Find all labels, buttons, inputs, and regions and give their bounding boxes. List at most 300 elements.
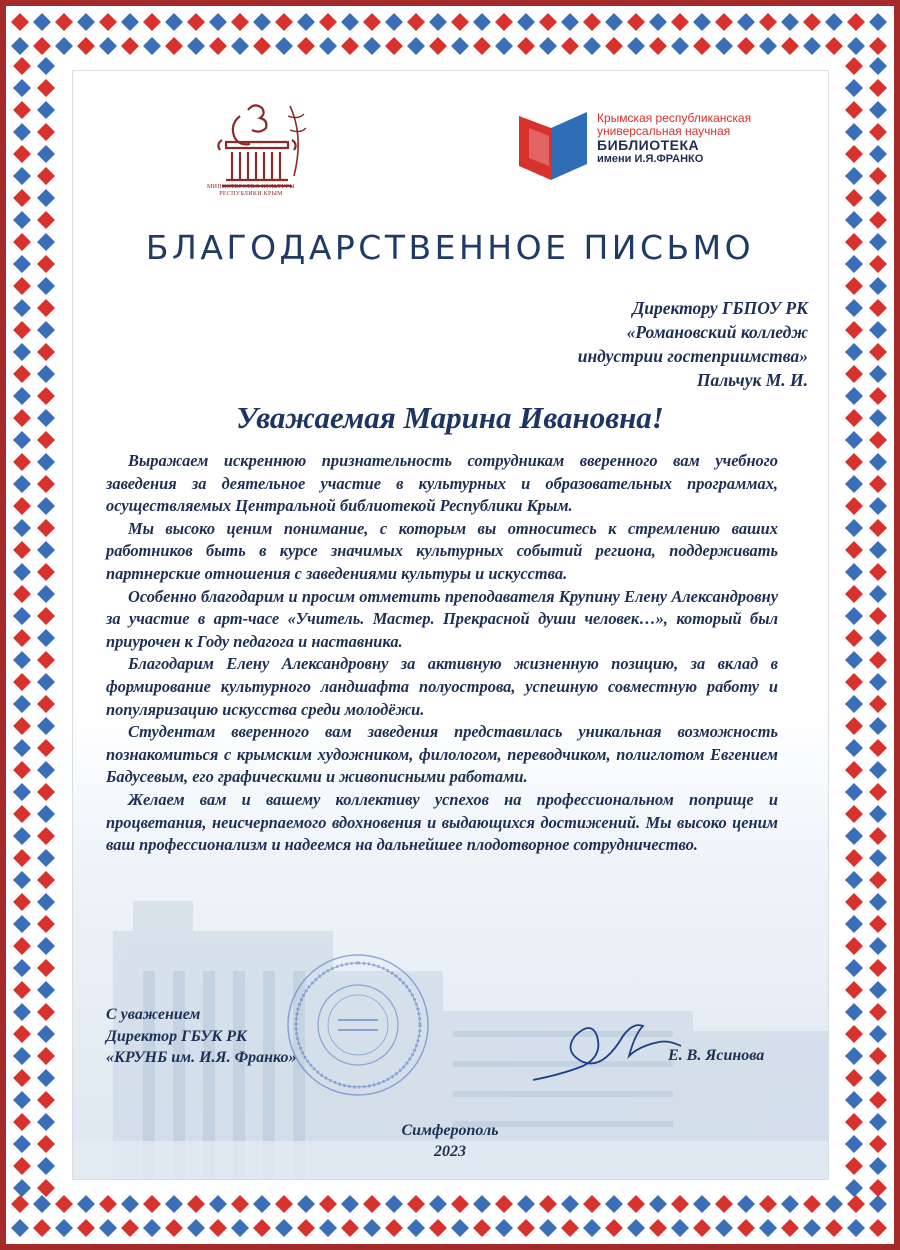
ornament-diamond: [385, 37, 403, 55]
ornament-diamond: [869, 57, 887, 75]
ornament-diamond: [231, 1219, 249, 1237]
ornament-diamond: [869, 717, 887, 735]
ornament-diamond: [845, 57, 863, 75]
addressee-line: индустрии гостеприимства»: [577, 346, 808, 366]
ornament-diamond: [13, 827, 31, 845]
ornament-diamond: [363, 1195, 381, 1213]
ornament-diamond: [13, 871, 31, 889]
ornament-diamond: [99, 1195, 117, 1213]
ornament-diamond: [209, 13, 227, 31]
ornament-diamond: [847, 1219, 865, 1237]
ornament-diamond: [451, 1195, 469, 1213]
ornament-diamond: [37, 937, 55, 955]
ornament-diamond: [363, 1219, 381, 1237]
ornament-diamond: [13, 1091, 31, 1109]
ornament-diamond: [869, 607, 887, 625]
ornament-diamond: [495, 37, 513, 55]
ornament-diamond: [715, 13, 733, 31]
ornament-diamond: [37, 1179, 55, 1197]
city-name: Симферополь: [401, 1122, 499, 1139]
ornament-diamond: [341, 13, 359, 31]
ornament-diamond: [37, 277, 55, 295]
ornament-diamond: [845, 805, 863, 823]
ornament-diamond: [845, 1069, 863, 1087]
ornament-diamond: [319, 37, 337, 55]
ornament-diamond: [845, 915, 863, 933]
ornament-diamond: [13, 717, 31, 735]
ornament-diamond: [319, 13, 337, 31]
ornament-diamond: [37, 585, 55, 603]
ornament-diamond: [539, 13, 557, 31]
ornament-diamond: [869, 871, 887, 889]
ornament-diamond: [845, 167, 863, 185]
ornament-diamond: [13, 959, 31, 977]
year: 2023: [434, 1143, 466, 1160]
ornament-diamond: [37, 145, 55, 163]
ornament-diamond: [869, 1219, 887, 1237]
ornament-diamond: [847, 37, 865, 55]
ornament-diamond: [869, 761, 887, 779]
ornament-diamond: [37, 189, 55, 207]
ornament-diamond: [13, 57, 31, 75]
ornament-diamond: [37, 475, 55, 493]
ornament-diamond: [99, 1219, 117, 1237]
ornament-diamond: [275, 1219, 293, 1237]
ornament-diamond: [407, 13, 425, 31]
ornament-diamond: [13, 519, 31, 537]
ornament-diamond: [495, 13, 513, 31]
ornament-diamond: [143, 1195, 161, 1213]
ornament-diamond: [37, 783, 55, 801]
ornament-diamond: [33, 1219, 51, 1237]
library-name-line: имени И.Я.ФРАНКО: [597, 153, 704, 165]
ornament-diamond: [781, 37, 799, 55]
greeting: Уважаемая Марина Ивановна!: [236, 400, 664, 435]
ornament-diamond: [13, 761, 31, 779]
ornament-diamond: [209, 1219, 227, 1237]
ornament-diamond: [845, 1179, 863, 1197]
ornament-diamond: [847, 13, 865, 31]
ornament-diamond: [55, 1219, 73, 1237]
ornament-diamond: [13, 101, 31, 119]
ornament-diamond: [209, 37, 227, 55]
ornament-diamond: [55, 37, 73, 55]
ornament-diamond: [37, 849, 55, 867]
ornament-diamond: [627, 1195, 645, 1213]
ornament-diamond: [671, 1219, 689, 1237]
ornament-diamond: [13, 629, 31, 647]
ornament-diamond: [825, 1219, 843, 1237]
ornament-diamond: [13, 651, 31, 669]
ornament-diamond: [539, 1219, 557, 1237]
ornament-diamond: [37, 79, 55, 97]
ornament-diamond: [605, 37, 623, 55]
ornament-diamond: [341, 37, 359, 55]
ornament-diamond: [13, 1025, 31, 1043]
ornament-diamond: [627, 13, 645, 31]
signature-line: Директор ГБУК РК: [106, 1027, 247, 1045]
ornament-diamond: [737, 1195, 755, 1213]
ornament-diamond: [165, 13, 183, 31]
ornament-diamond: [407, 37, 425, 55]
ornament-diamond: [37, 1091, 55, 1109]
ornament-diamond: [869, 695, 887, 713]
ornament-diamond: [37, 651, 55, 669]
ornament-diamond: [845, 211, 863, 229]
ornament-diamond: [297, 37, 315, 55]
ornament-diamond: [11, 1195, 29, 1213]
ornament-diamond: [845, 563, 863, 581]
ornament-diamond: [693, 37, 711, 55]
ornament-diamond: [845, 695, 863, 713]
ornament-diamond: [37, 1047, 55, 1065]
ornament-diamond: [37, 739, 55, 757]
ornament-diamond: [143, 37, 161, 55]
ornament-diamond: [869, 167, 887, 185]
ornament-diamond: [845, 79, 863, 97]
ornament-diamond: [37, 981, 55, 999]
ornament-diamond: [845, 541, 863, 559]
ornament-diamond: [165, 1195, 183, 1213]
ornament-diamond: [671, 37, 689, 55]
addressee-line: Пальчук М. И.: [696, 370, 808, 390]
library-name-line: БИБЛИОТЕКА: [597, 137, 700, 153]
ornament-diamond: [539, 1195, 557, 1213]
ornament-diamond: [37, 893, 55, 911]
ornament-diamond: [517, 13, 535, 31]
ornament-diamond: [13, 189, 31, 207]
ornament-diamond: [187, 37, 205, 55]
ornament-diamond: [845, 827, 863, 845]
ornament-diamond: [11, 13, 29, 31]
ornament-diamond: [77, 1195, 95, 1213]
ornament-diamond: [825, 37, 843, 55]
ministry-caption: [196, 184, 306, 198]
ornament-diamond: [759, 1219, 777, 1237]
ornament-diamond: [845, 607, 863, 625]
ornament-diamond: [37, 321, 55, 339]
ornament-diamond: [869, 563, 887, 581]
ornament-diamond: [583, 1195, 601, 1213]
ornament-diamond: [77, 1219, 95, 1237]
ornament-diamond: [781, 13, 799, 31]
ornament-diamond: [869, 497, 887, 515]
ornament-diamond: [13, 981, 31, 999]
ornament-diamond: [37, 1025, 55, 1043]
ornament-diamond: [231, 1195, 249, 1213]
ornament-diamond: [13, 365, 31, 383]
ornament-diamond: [869, 1091, 887, 1109]
ornament-diamond: [13, 497, 31, 515]
ornament-diamond: [539, 37, 557, 55]
ornament-diamond: [13, 915, 31, 933]
ornament-diamond: [869, 629, 887, 647]
ornament-diamond: [37, 1003, 55, 1021]
ornament-diamond: [121, 13, 139, 31]
ornament-diamond: [561, 1195, 579, 1213]
ornament-diamond: [231, 13, 249, 31]
ornament-diamond: [845, 893, 863, 911]
ornament-diamond: [37, 959, 55, 977]
ornament-diamond: [845, 277, 863, 295]
ornament-diamond: [165, 37, 183, 55]
ornament-diamond: [869, 453, 887, 471]
addressee-line: «Романовский колледж: [626, 322, 808, 342]
ornament-diamond: [845, 189, 863, 207]
ornament-diamond: [253, 13, 271, 31]
ornament-diamond: [561, 37, 579, 55]
library-name: [597, 112, 751, 166]
ornament-diamond: [13, 695, 31, 713]
ornament-diamond: [143, 13, 161, 31]
ornament-diamond: [803, 37, 821, 55]
body-paragraph: Студентам вверенного вам заведения представилась уникальная возможность познакомиться с крымским художником, филологом, переводчиком, полиглотом Евгением Бадусевым, его графическими и живописными работами.: [106, 722, 778, 787]
ornament-diamond: [13, 343, 31, 361]
ornament-diamond: [671, 13, 689, 31]
ornament-diamond: [297, 1195, 315, 1213]
ornament-diamond: [759, 1195, 777, 1213]
ornament-diamond: [869, 893, 887, 911]
ornament-diamond: [275, 1195, 293, 1213]
ornament-diamond: [121, 37, 139, 55]
ornament-diamond: [869, 981, 887, 999]
ornament-diamond: [847, 1195, 865, 1213]
ornament-diamond: [869, 79, 887, 97]
ornament-diamond: [845, 761, 863, 779]
ornament-diamond: [869, 805, 887, 823]
ornament-diamond: [517, 37, 535, 55]
ornament-diamond: [845, 673, 863, 691]
ornament-diamond: [11, 1219, 29, 1237]
ministry-caption-line: МИНИСТЕРСТВО КУЛЬТУРЫ: [207, 184, 295, 190]
ornament-diamond: [845, 739, 863, 757]
ornament-diamond: [869, 365, 887, 383]
ornament-diamond: [517, 1219, 535, 1237]
ornament-diamond: [869, 915, 887, 933]
ornament-diamond: [583, 1219, 601, 1237]
ornament-diamond: [13, 123, 31, 141]
ornament-diamond: [869, 541, 887, 559]
ornament-diamond: [13, 607, 31, 625]
ornament-diamond: [37, 563, 55, 581]
ornament-diamond: [693, 1195, 711, 1213]
ornament-diamond: [869, 1195, 887, 1213]
ornament-diamond: [759, 37, 777, 55]
ornament-diamond: [869, 189, 887, 207]
ornament-diamond: [319, 1219, 337, 1237]
ornament-diamond: [845, 1091, 863, 1109]
ornament-diamond: [845, 937, 863, 955]
ornament-diamond: [845, 1003, 863, 1021]
ornament-diamond: [759, 13, 777, 31]
ornament-diamond: [715, 37, 733, 55]
ornament-diamond: [13, 805, 31, 823]
ornament-diamond: [37, 695, 55, 713]
ornament-diamond: [803, 1219, 821, 1237]
ornament-diamond: [473, 1219, 491, 1237]
ornament-diamond: [11, 37, 29, 55]
ornament-diamond: [517, 1195, 535, 1213]
ornament-diamond: [869, 827, 887, 845]
ornament-diamond: [869, 1003, 887, 1021]
ornament-diamond: [121, 1195, 139, 1213]
ornament-diamond: [845, 365, 863, 383]
ornament-diamond: [693, 13, 711, 31]
ornament-diamond: [37, 761, 55, 779]
ornament-diamond: [737, 13, 755, 31]
ornament-diamond: [869, 13, 887, 31]
ornament-diamond: [473, 13, 491, 31]
ornament-diamond: [869, 299, 887, 317]
ornament-diamond: [737, 37, 755, 55]
body-paragraph: Мы высоко ценим понимание, с которым вы относитесь к стремлению ваших работников быть в курсе значимых культурных событий региона, поддерживать партнерские отношения с заведениями культуры и искусства.: [106, 518, 778, 583]
ornament-diamond: [297, 1219, 315, 1237]
ornament-diamond: [869, 145, 887, 163]
ornament-diamond: [429, 1195, 447, 1213]
signature-line: «КРУНБ им. И.Я. Франко»: [106, 1049, 297, 1066]
ornament-diamond: [341, 1219, 359, 1237]
ornament-diamond: [451, 13, 469, 31]
ornament-diamond: [845, 629, 863, 647]
ornament-diamond: [37, 871, 55, 889]
body-paragraph: Благодарим Елену Александровну за активную жизненную позицию, за вклад в формирование культурного ландшафта полуострова, успешную совместную работу и популяризацию искусства среди молодёжи.: [106, 654, 778, 719]
ornament-diamond: [275, 13, 293, 31]
ornament-diamond: [451, 37, 469, 55]
ornament-diamond: [13, 673, 31, 691]
ornament-diamond: [13, 167, 31, 185]
ornament-diamond: [37, 211, 55, 229]
ornament-diamond: [33, 1195, 51, 1213]
addressee-line: Директору ГБПОУ РК: [632, 298, 808, 318]
ornament-diamond: [845, 871, 863, 889]
library-name-line: универсальная научная: [597, 124, 731, 138]
ornament-diamond: [13, 849, 31, 867]
ornament-diamond: [845, 1047, 863, 1065]
ornament-diamond: [605, 13, 623, 31]
ornament-diamond: [845, 981, 863, 999]
ornament-diamond: [55, 13, 73, 31]
ministry-caption-line: РЕСПУБЛИКИ КРЫМ: [219, 191, 283, 197]
ornament-diamond: [13, 1069, 31, 1087]
ornament-diamond: [869, 1025, 887, 1043]
ornament-diamond: [13, 1179, 31, 1197]
ornament-diamond: [13, 211, 31, 229]
ornament-diamond: [385, 1219, 403, 1237]
ornament-diamond: [869, 1179, 887, 1197]
ornament-diamond: [473, 1195, 491, 1213]
ornament-diamond: [869, 475, 887, 493]
ornament-diamond: [37, 365, 55, 383]
ornament-diamond: [13, 299, 31, 317]
ornament-diamond: [583, 13, 601, 31]
ornament-diamond: [99, 13, 117, 31]
ornament-diamond: [671, 1195, 689, 1213]
ornament-diamond: [13, 937, 31, 955]
ornament-diamond: [187, 1195, 205, 1213]
ornament-diamond: [825, 13, 843, 31]
ornament-diamond: [845, 343, 863, 361]
ornament-diamond: [253, 1219, 271, 1237]
ornament-diamond: [649, 1195, 667, 1213]
ornament-diamond: [845, 585, 863, 603]
ornament-diamond: [13, 783, 31, 801]
ornament-diamond: [275, 37, 293, 55]
ornament-diamond: [845, 1025, 863, 1043]
ornament-diamond: [37, 123, 55, 141]
ornament-diamond: [13, 321, 31, 339]
ornament-diamond: [121, 1219, 139, 1237]
handwritten-signature: [525, 1010, 685, 1090]
ornament-diamond: [845, 321, 863, 339]
ornament-diamond: [845, 959, 863, 977]
ornament-diamond: [605, 1195, 623, 1213]
ornament-diamond: [37, 167, 55, 185]
ornament-diamond: [869, 783, 887, 801]
ornament-diamond: [187, 13, 205, 31]
ornament-diamond: [429, 13, 447, 31]
ornament-diamond: [297, 13, 315, 31]
ornament-diamond: [99, 37, 117, 55]
ornament-diamond: [845, 475, 863, 493]
ornament-diamond: [845, 849, 863, 867]
ornament-diamond: [37, 1069, 55, 1087]
ornament-diamond: [363, 13, 381, 31]
ornament-diamond: [33, 37, 51, 55]
ornament-diamond: [13, 893, 31, 911]
ornament-diamond: [869, 1047, 887, 1065]
ornament-diamond: [77, 37, 95, 55]
addressee-block: [578, 296, 808, 392]
ornament-diamond: [649, 37, 667, 55]
ornament-diamond: [869, 651, 887, 669]
ornament-diamond: [845, 145, 863, 163]
ornament-diamond: [781, 1219, 799, 1237]
ornament-diamond: [561, 13, 579, 31]
ornament-diamond: [37, 607, 55, 625]
library-name-line: Крымская республиканская: [597, 111, 752, 125]
ornament-diamond: [37, 827, 55, 845]
ornament-diamond: [845, 101, 863, 119]
ornament-diamond: [845, 497, 863, 515]
ornament-diamond: [33, 13, 51, 31]
ornament-diamond: [869, 849, 887, 867]
ornament-diamond: [231, 37, 249, 55]
ornament-diamond: [869, 211, 887, 229]
signatory-name: Е. В. Ясинова: [668, 1047, 765, 1064]
ornament-diamond: [627, 37, 645, 55]
ornament-diamond: [869, 585, 887, 603]
ornament-diamond: [869, 937, 887, 955]
ornament-diamond: [37, 101, 55, 119]
ornament-diamond: [627, 1219, 645, 1237]
ornament-diamond: [13, 453, 31, 471]
ornament-diamond: [845, 717, 863, 735]
ornament-diamond: [209, 1195, 227, 1213]
ornament-diamond: [13, 585, 31, 603]
ornament-diamond: [869, 321, 887, 339]
ornament-diamond: [649, 13, 667, 31]
ornament-diamond: [715, 1195, 733, 1213]
document-title: БЛАГОДАРСТВЕННОЕ ПИСЬМО: [145, 228, 755, 267]
body-paragraph: Желаем вам и вашему коллективу успехов на профессиональном поприще и процветания, неисчерпаемого вдохновения и выдающихся достижений. Мы высоко ценим ваш профессионализм и надеемся на дальнейшее плодотворное сотрудничество.: [106, 789, 778, 855]
ornament-diamond: [37, 915, 55, 933]
ornament-diamond: [13, 475, 31, 493]
ornament-diamond: [13, 277, 31, 295]
signature-block: [106, 1004, 297, 1069]
ornament-diamond: [605, 1219, 623, 1237]
ornament-diamond: [583, 37, 601, 55]
ornament-diamond: [869, 959, 887, 977]
